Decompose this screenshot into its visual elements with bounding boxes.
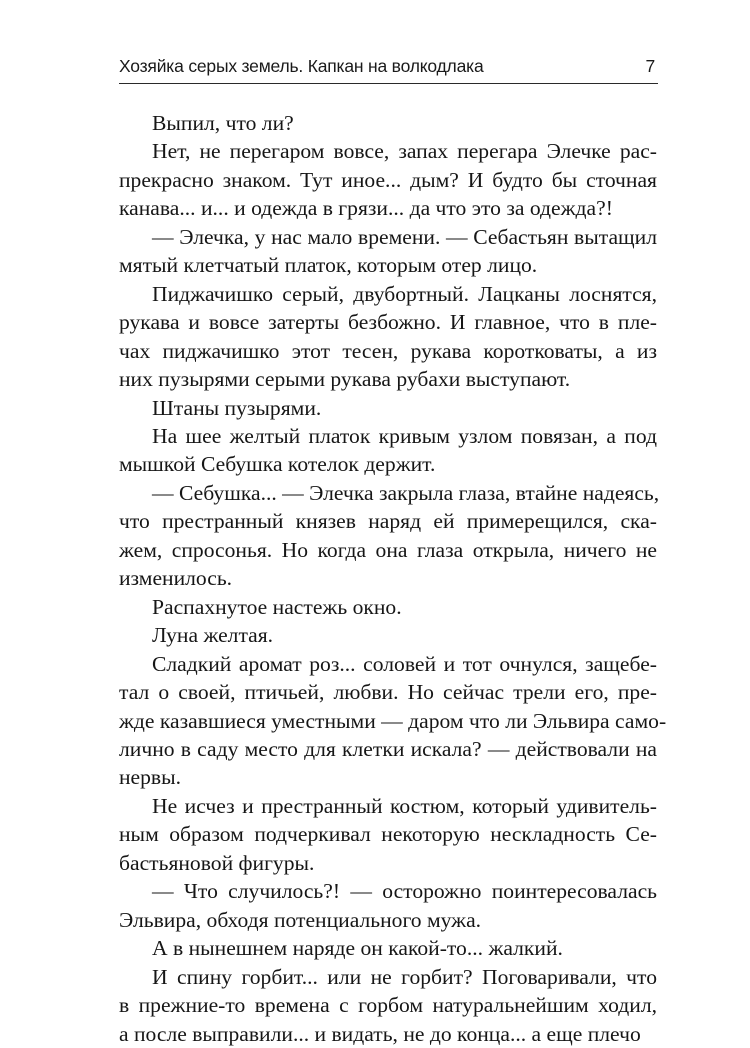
text-line: Штаны пузырями. <box>152 395 322 420</box>
text-line: рукава и вовсе затерты безбожно. И главное, что в пле- <box>119 310 657 335</box>
text-line: прекрасно знаком. Тут иное... дым? И будто бы сточная <box>119 167 657 192</box>
text-line: нервы. <box>119 765 182 790</box>
text-line: Пиджачишко серый, двубортный. Лацканы лоснятся, <box>152 281 657 306</box>
book-title: Хозяйка серых земель. Капкан на волкодлака <box>119 56 484 76</box>
text-line: А в нынешнем наряде он какой-то... жалкий. <box>152 936 563 961</box>
paragraph <box>119 394 657 422</box>
paragraph <box>119 280 657 394</box>
paragraph <box>119 650 667 792</box>
text-line: мятый клетчатый платок, которым отер лицо. <box>119 253 538 278</box>
text-line: Распахнутое настежь окно. <box>152 594 402 619</box>
text-line: жем, спросонья. Но когда она глаза открыла, ничего не <box>119 537 657 562</box>
running-head <box>119 56 657 82</box>
text-line: ным образом подчеркивал некоторую нескладность Се- <box>119 822 657 847</box>
text-line: в прежние-то времена с горбом натуральнейшим ходил, <box>119 993 657 1018</box>
paragraph <box>119 934 657 962</box>
text-line: мышкой Себушка котелок держит. <box>119 452 436 477</box>
paragraph <box>119 877 657 934</box>
paragraph <box>119 593 657 621</box>
text-line: Эльвира, обходя потенциального мужа. <box>119 907 482 932</box>
text-line: жде казавшиеся уместными — даром что ли Эльвира само- <box>119 708 667 733</box>
text-line: Сладкий аромат роз... соловей и тот очнулся, защебе- <box>152 651 657 676</box>
paragraph <box>119 621 657 649</box>
paragraph <box>119 963 657 1048</box>
text-line: них пузырями серыми рукава рубахи выступают. <box>119 367 571 392</box>
text-line: — Себушка... — Элечка закрыла глаза, втайне надеясь, <box>152 480 660 505</box>
text-line: а после выправили... и видать, не до конца... а еще плечо <box>119 1021 641 1046</box>
text-line: лично в саду место для клетки искала? — действовали на <box>119 736 657 761</box>
text-line: — Элечка, у нас мало времени. — Себастьян вытащил <box>152 224 657 249</box>
paragraph <box>119 223 657 280</box>
paragraph <box>119 422 657 479</box>
header-rule <box>119 83 658 84</box>
text-line: Нет, не перегаром вовсе, запах перегара Элечке рас- <box>152 139 657 164</box>
paragraph <box>119 109 657 137</box>
text-line: изменилось. <box>119 566 233 591</box>
text-line: — Что случилось?! — осторожно поинтересовалась <box>152 879 657 904</box>
text-line: Выпил, что ли? <box>152 111 294 135</box>
text-line: бастьяновой фигуры. <box>119 850 315 875</box>
text-line: И спину горбит... или не горбит? Поговаривали, что <box>152 964 657 989</box>
text-line: На шее желтый платок кривым узлом повязан, а под <box>152 423 657 448</box>
paragraph <box>119 479 660 593</box>
page-number: 7 <box>645 56 655 76</box>
text-line: Не исчез и престранный костюм, который удивитель- <box>152 793 657 818</box>
text-line: канава... и... и одежда в грязи... да что это за одежда?! <box>119 196 613 221</box>
body-text <box>119 109 667 1048</box>
text-line: чах пиджачишко этот тесен, рукава коротковаты, а из <box>119 338 657 363</box>
text-line: тал о своей, птичьей, любви. Но сейчас трели его, пре- <box>119 680 657 705</box>
paragraph <box>119 137 657 222</box>
text-line: Луна желтая. <box>152 623 274 648</box>
paragraph <box>119 792 657 877</box>
text-line: что престранный князев наряд ей примерещился, ска- <box>119 509 657 534</box>
